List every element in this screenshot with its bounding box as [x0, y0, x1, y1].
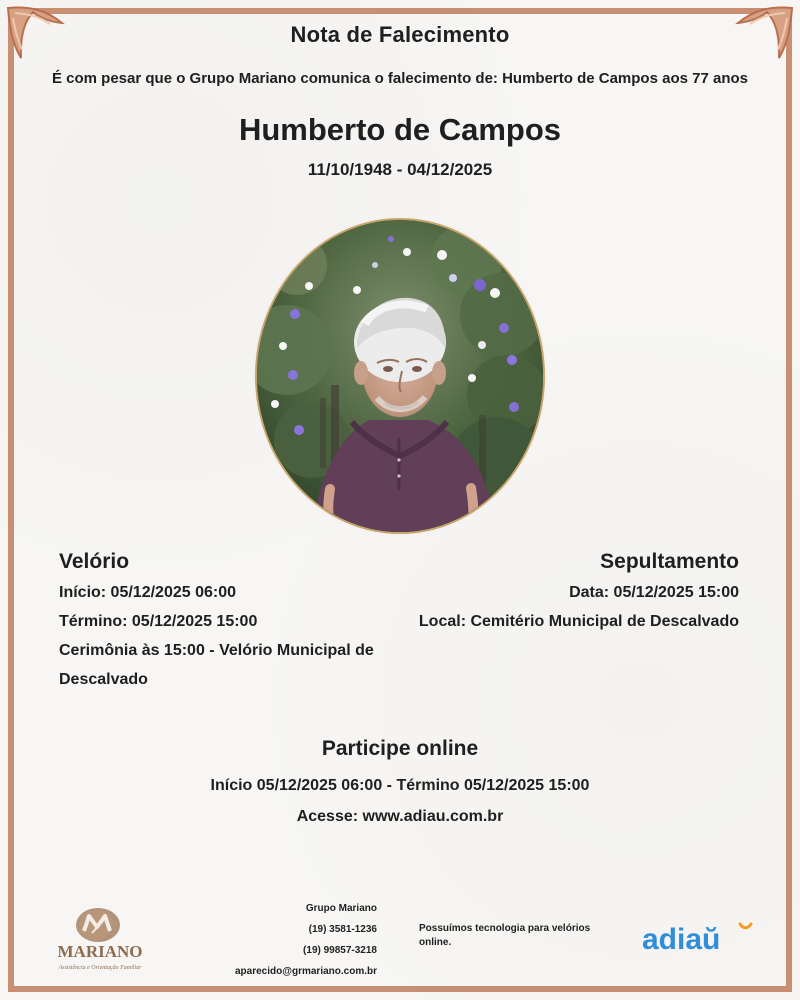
adiau-logo-text: adiaŭ: [642, 923, 721, 955]
mariano-logo: [45, 902, 155, 974]
company-name: Grupo Mariano: [305, 903, 377, 914]
page-title: Nota de Falecimento: [290, 22, 510, 47]
deceased-name: Humberto de Campos: [238, 112, 562, 147]
velorio-end: Término: 05/12/2025 15:00: [59, 613, 258, 630]
phone-1: (19) 3581-1236: [308, 924, 377, 935]
adiau-logo: [642, 921, 758, 955]
technology-note: Possuímos tecnologia para velórios online.: [419, 923, 591, 948]
announcement-text: É com pesar que o Grupo Mariano comunica o falecimento de: Humberto de Campos aos 77 anos: [52, 70, 748, 87]
velorio-ceremony-line-2: Descalvado: [59, 671, 148, 688]
email-address: aparecido@grmariano.com.br: [234, 966, 377, 977]
life-dates: 11/10/1948 - 04/12/2025: [307, 160, 493, 179]
mariano-logo-text: MARIANO: [57, 942, 143, 961]
participe-online-time: Início 05/12/2025 06:00 - Término 05/12/2025 15:00: [210, 777, 590, 794]
sepultamento-title: Sepultamento: [600, 550, 739, 573]
portrait-photo: [257, 220, 543, 532]
sepultamento-location: Local: Cemitério Municipal de Descalvado: [418, 613, 739, 630]
velorio-start: Início: 05/12/2025 06:00: [59, 584, 236, 601]
participe-online-title: Participe online: [321, 737, 479, 760]
footer-contact-block: [167, 898, 377, 982]
mariano-logo-mark: [45, 902, 155, 974]
velorio-ceremony-line-1: Cerimônia às 15:00 - Velório Municipal de: [59, 642, 374, 659]
portrait-illustration: [257, 220, 543, 532]
phone-2: (19) 99857-3218: [303, 945, 377, 956]
velorio-title: Velório: [59, 550, 130, 573]
participe-online-link-text: Acesse: www.adiau.com.br: [296, 808, 504, 825]
mariano-logo-tagline: Assistência e Orientação Familiar: [58, 965, 142, 971]
adiau-logo-svg: [642, 921, 758, 955]
sepultamento-date: Data: 05/12/2025 15:00: [569, 584, 739, 601]
